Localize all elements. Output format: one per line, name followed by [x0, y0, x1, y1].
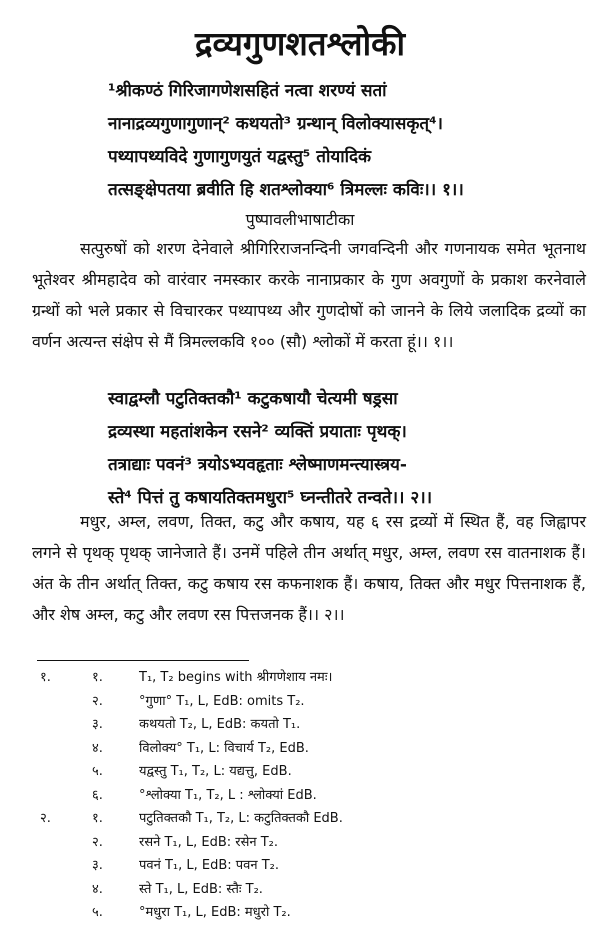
- footnote: [40, 901, 585, 925]
- footnote-number: ६.: [92, 787, 103, 803]
- footnote-number: ४.: [92, 881, 103, 897]
- footnote-text: विलोक्य° T₁, L: विचार्य T₂, EdB.: [139, 740, 309, 756]
- footnote-text: °गुणा° T₁, L, EdB: omits T₂.: [139, 693, 305, 709]
- footnote-number: २.: [92, 693, 103, 709]
- verse-line: तत्सङ्क्षेपतया ब्रवीति हि शतश्लोक्या⁶ त्रिमल्लः कविः।। १।।: [108, 180, 464, 200]
- footnote-text: पवनं T₁, L, EdB: पवन T₂.: [139, 858, 280, 873]
- commentary-title: पुष्पावलीभाषाटीका: [245, 210, 355, 229]
- footnote-number: १.: [92, 670, 103, 685]
- verse-line: स्वाद्वम्लौ पटुतिक्तकौ¹ कटुकषायौ चेत्यमी षड्रसा: [108, 389, 398, 409]
- footnote-number: २.: [92, 834, 103, 850]
- footnote: [40, 878, 585, 902]
- footnote: [40, 784, 585, 808]
- footnote-number: ३.: [92, 858, 103, 873]
- verse-line: नानाद्रव्यगुणागुणान्² कथयतो³ ग्रन्थान् विलोक्यासकृत्⁴।: [108, 114, 443, 134]
- footnote-number: १.: [92, 811, 103, 826]
- page-title: द्रव्यगुणशतश्लोकी: [194, 24, 406, 63]
- verse-2: [108, 383, 432, 515]
- footnote-text: °मधुरा T₁, L, EdB: मधुरो T₂.: [139, 905, 291, 920]
- footnote-number: ५.: [92, 905, 103, 920]
- footnote-number: ३.: [92, 717, 103, 732]
- paragraph-text: सत्पुरुषों को शरण देनेवाले श्रीगिरिराजनन्दिनी जगवन्दिनी और गणनायक समेत भूतनाथ भूतेश्वर श्रीमहादेव को वारंवार नमस्कार करके नानाप्रकार के गुण अवगुणों के प्रकाश करनेवाले ग्रन्थों को भले प्रकार से विचारकर पथ्यापथ्य और गुणदोषों को जानने के लिये जलादिक द्रव्यों का वर्णन अत्यन्त संक्षेप से मैं त्रिमल्लकवि १०० (सौ) श्लोकों में करता हूं।। १।।: [32, 239, 586, 351]
- commentary-paragraph-2: [32, 506, 586, 630]
- footnote-text: कथयतो T₂, L, EdB: कयतो T₁.: [139, 717, 301, 732]
- footnote: [40, 760, 585, 784]
- footnotes: [40, 666, 585, 925]
- footnote: [40, 831, 585, 855]
- footnote-text: °श्लोक्या T₁, T₂, L : श्लोक्यां EdB.: [139, 787, 317, 803]
- paragraph-text: मधुर, अम्ल, लवण, तिक्त, कटु और कषाय, यह ६ रस द्रव्यों में स्थित हैं, वह जिह्वापर लगने से पृथक् पृथक् जानेजाते हैं। उनमें पहिले तीन अर्थात् मधुर, अम्ल, लवण रस वातनाशक हैं। अंत के तीन अर्थात् तिक्त, कटु कषाय रस कफनाशक हैं। कषाय, तिक्त और मधुर पित्तनाशक हैं, और शेष अम्ल, कटु और लवण रस पित्तजनक हैं।। २।।: [32, 512, 586, 624]
- footnote: [40, 690, 585, 714]
- footnote: [40, 807, 585, 831]
- verse-line: तत्राद्याः पवनं³ त्रयोऽभ्यवहृताः श्लेष्माणमन्त्यास्त्रय-: [108, 455, 407, 475]
- verse-line: पथ्यापथ्यविदे गुणागुणयुतं यद्वस्तु⁵ तोयादिकं: [108, 147, 372, 167]
- footnote-text: यद्वस्तु T₁, T₂, L: यद्यत्तु, EdB.: [139, 764, 292, 779]
- footnote-number: ४.: [92, 740, 103, 756]
- footnote: [40, 737, 585, 761]
- verse-line: द्रव्यस्था महतांशकेन रसने² व्यक्तिं प्रयाताः पृथक्।: [108, 422, 407, 442]
- commentary-paragraph-1: [32, 233, 586, 357]
- footnote: [40, 713, 585, 737]
- footnote-text: रसने T₁, L, EdB: रसेन T₂.: [139, 834, 279, 850]
- verse-line: ¹श्रीकण्ठं गिरिजागणेशसहितं नत्वा शरण्यं सतां: [108, 81, 387, 101]
- footnote: [40, 666, 585, 690]
- footnote-text: स्ते T₁, L, EdB: स्तैः T₂.: [139, 881, 263, 897]
- footnote: [40, 854, 585, 878]
- footnote-group: १.: [40, 670, 51, 685]
- verse-line: स्ते⁴ पित्तं तु कषायतिक्तमधुरा⁵ घ्नन्तीतरे तन्वते।। २।।: [108, 488, 433, 508]
- footnote-divider: [37, 660, 249, 661]
- footnote-text: T₁, T₂ begins with श्रीगणेशाय नमः।: [139, 670, 333, 685]
- verse-1: [108, 75, 464, 207]
- footnote-text: पटुतिक्तकौ T₁, T₂, L: कटुतिक्तकौ EdB.: [139, 811, 343, 826]
- footnote-number: ५.: [92, 764, 103, 779]
- footnote-group: २.: [40, 811, 51, 826]
